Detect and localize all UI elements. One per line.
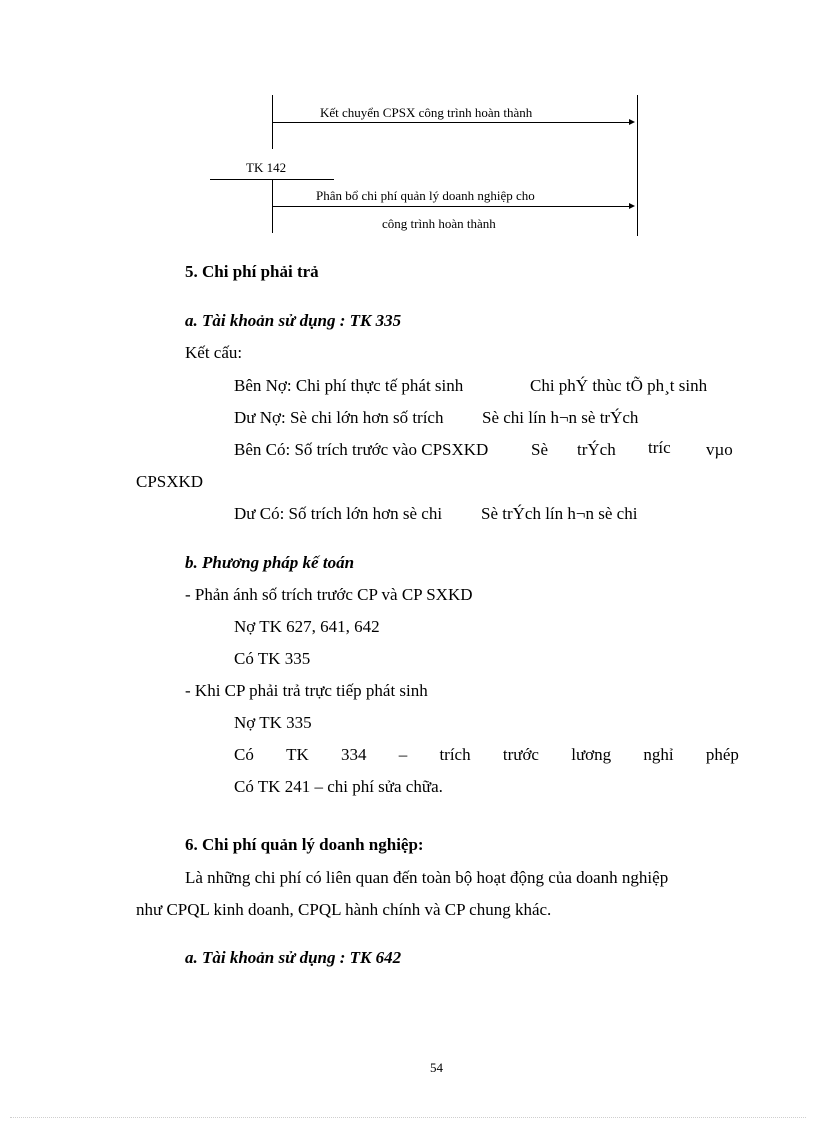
section6-heading: 6. Chi phí quản lý doanh nghiệp:	[185, 835, 424, 854]
method1-debit: Nợ TK 627, 641, 642	[234, 617, 380, 636]
account-t-line	[210, 179, 334, 180]
method2-credit-line	[234, 746, 739, 763]
section5-sub-b: b. Phương pháp kế toán	[185, 553, 355, 572]
row4-a: Dư Có: Số trích lớn hơn sè chi	[234, 504, 443, 523]
row1-a: Bên Nợ: Chi phí thực tế phát sinh	[234, 376, 464, 395]
section6-paragraph-line2: như CPQL kinh doanh, CPQL hành chính và CP chung khác.	[136, 900, 552, 919]
credit-word: –	[398, 745, 408, 764]
method2: - Khi CP phải trả trực tiếp phát sinh	[185, 681, 428, 700]
arrow2-label-line1: Phân bổ chi phí quản lý doanh nghiệp cho	[316, 188, 535, 203]
arrow2-line	[273, 206, 629, 207]
row1-b: Chi phÝ thùc tÕ ph¸t sinh	[530, 376, 708, 395]
row3-continuation: CPSXKD	[136, 472, 204, 491]
arrow2-head	[629, 203, 635, 209]
credit-word: TK	[286, 745, 309, 764]
credit-word: lương	[571, 745, 612, 764]
section6-sub-a: a. Tài khoản sử dụng : TK 642	[185, 948, 402, 967]
credit-word: trích	[439, 745, 471, 764]
method1-credit: Có TK 335	[234, 649, 311, 668]
row3-c: trÝch	[577, 440, 616, 459]
page-number: 54	[430, 1060, 443, 1075]
section6-paragraph-line1: Là những chi phí có liên quan đến toàn bộ hoạt động của doanh nghiệp	[185, 868, 669, 887]
page-bottom-border	[10, 1117, 806, 1118]
row2-b: Sè chi lín h¬n sè trÝch	[482, 408, 639, 427]
credit-word: trước	[502, 745, 539, 764]
structure-label: Kết cấu:	[185, 343, 243, 362]
arrow1-label: Kết chuyển CPSX công trình hoàn thành	[320, 105, 533, 120]
credit-word: Có	[234, 745, 254, 764]
row3-e: vµo	[706, 440, 733, 459]
arrow2-label-line2: công trình hoàn thành	[382, 216, 496, 231]
arrow1-line	[273, 122, 629, 123]
row2-a: Dư Nợ: Sè chi lớn hơn số trích	[234, 408, 444, 427]
credit-word: nghỉ	[643, 745, 674, 764]
credit-word: phép	[705, 745, 739, 764]
row4-b: Sè trÝch lín h¬n sè chi	[481, 504, 638, 523]
method1: - Phản ánh số trích trước CP và CP SXKD	[185, 585, 473, 604]
section5-sub-a: a. Tài khoản sử dụng : TK 335	[185, 311, 402, 330]
credit-word: 334	[340, 745, 367, 764]
method2-debit: Nợ TK 335	[234, 713, 312, 732]
section5-heading: 5. Chi phí phải trả	[185, 262, 319, 281]
row3-a: Bên Có: Số trích trước vào CPSXKD	[234, 440, 489, 459]
method2-credit2: Có TK 241 – chi phí sửa chữa.	[234, 777, 443, 796]
account-label: TK 142	[246, 160, 287, 175]
row3-b: Sè	[531, 440, 548, 459]
diagram-right-vertical-line	[637, 95, 638, 236]
arrow1-head	[629, 119, 635, 125]
row3-d: tríc	[648, 438, 671, 457]
